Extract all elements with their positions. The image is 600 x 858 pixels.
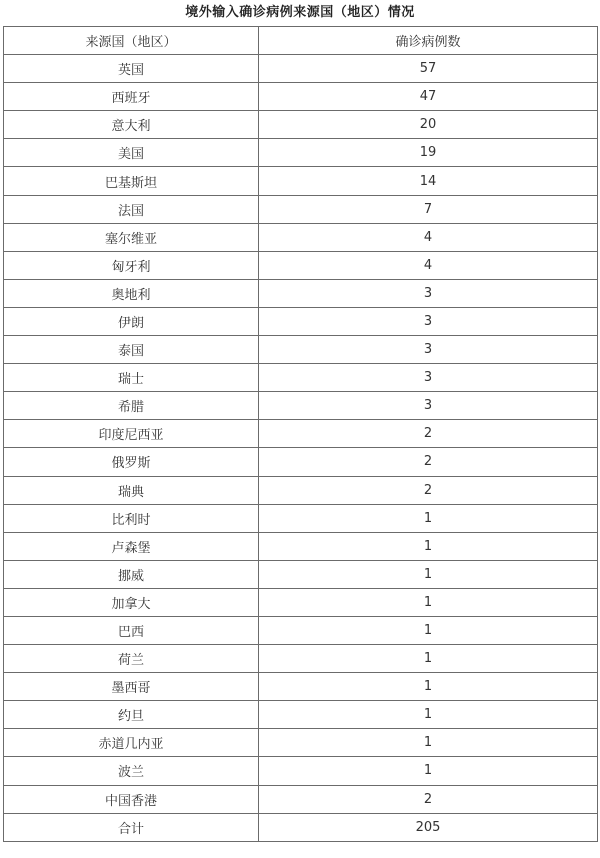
table-row: [4, 139, 598, 167]
country-cell: 巴西: [4, 616, 259, 644]
country-cell: 英国: [4, 55, 259, 83]
table-row: [4, 223, 598, 251]
header-case-count: 确诊病例数: [259, 27, 598, 55]
country-cell: 俄罗斯: [4, 448, 259, 476]
country-cell: 墨西哥: [4, 673, 259, 701]
case-count-cell: 3: [259, 364, 598, 392]
table-row: [4, 701, 598, 729]
country-cell: 瑞士: [4, 364, 259, 392]
country-cell: 瑞典: [4, 476, 259, 504]
country-cell: 匈牙利: [4, 251, 259, 279]
table-row: [4, 279, 598, 307]
table-row: [4, 532, 598, 560]
country-cell: 法国: [4, 195, 259, 223]
case-count-cell: 2: [259, 785, 598, 813]
case-count-cell: 4: [259, 251, 598, 279]
table-row: [4, 476, 598, 504]
table-row: [4, 785, 598, 813]
table-row: [4, 673, 598, 701]
table-row: [4, 167, 598, 195]
case-count-cell: 3: [259, 336, 598, 364]
case-count-cell: 1: [259, 673, 598, 701]
table-body: [4, 55, 598, 842]
case-count-cell: 57: [259, 55, 598, 83]
case-count-cell: 3: [259, 392, 598, 420]
table-row: [4, 420, 598, 448]
table-row: [4, 111, 598, 139]
case-count-cell: 3: [259, 307, 598, 335]
table-row: [4, 195, 598, 223]
table-row: [4, 616, 598, 644]
table-row: [4, 448, 598, 476]
table-row: [4, 55, 598, 83]
country-cell: 塞尔维亚: [4, 223, 259, 251]
table-row: [4, 336, 598, 364]
country-cell: 比利时: [4, 504, 259, 532]
header-country: 来源国（地区）: [4, 27, 259, 55]
country-cell: 合计: [4, 813, 259, 841]
country-cell: 美国: [4, 139, 259, 167]
case-count-cell: 3: [259, 279, 598, 307]
case-count-cell: 1: [259, 701, 598, 729]
total-row: [4, 813, 598, 841]
country-cell: 意大利: [4, 111, 259, 139]
case-count-cell: 2: [259, 420, 598, 448]
case-count-cell: 7: [259, 195, 598, 223]
country-cell: 西班牙: [4, 83, 259, 111]
table-row: [4, 588, 598, 616]
country-cell: 挪威: [4, 560, 259, 588]
table-row: [4, 251, 598, 279]
country-cell: 加拿大: [4, 588, 259, 616]
imported-cases-table: [3, 26, 598, 842]
country-cell: 印度尼西亚: [4, 420, 259, 448]
country-cell: 伊朗: [4, 307, 259, 335]
country-cell: 约旦: [4, 701, 259, 729]
case-count-cell: 20: [259, 111, 598, 139]
case-count-cell: 2: [259, 476, 598, 504]
case-count-cell: 1: [259, 504, 598, 532]
table-row: [4, 83, 598, 111]
table-row: [4, 504, 598, 532]
case-count-cell: 1: [259, 532, 598, 560]
case-count-cell: 1: [259, 588, 598, 616]
case-count-cell: 1: [259, 645, 598, 673]
case-count-cell: 4: [259, 223, 598, 251]
country-cell: 中国香港: [4, 785, 259, 813]
case-count-cell: 19: [259, 139, 598, 167]
country-cell: 希腊: [4, 392, 259, 420]
country-cell: 卢森堡: [4, 532, 259, 560]
country-cell: 泰国: [4, 336, 259, 364]
country-cell: 奥地利: [4, 279, 259, 307]
country-cell: 巴基斯坦: [4, 167, 259, 195]
case-count-cell: 14: [259, 167, 598, 195]
table-header-row: [4, 27, 598, 55]
case-count-cell: 205: [259, 813, 598, 841]
table-row: [4, 645, 598, 673]
case-count-cell: 1: [259, 560, 598, 588]
table-row: [4, 560, 598, 588]
case-count-cell: 1: [259, 616, 598, 644]
country-cell: 荷兰: [4, 645, 259, 673]
table-row: [4, 757, 598, 785]
table-title: 境外输入确诊病例来源国（地区）情况: [185, 5, 415, 20]
table-row: [4, 729, 598, 757]
country-cell: 赤道几内亚: [4, 729, 259, 757]
case-count-cell: 47: [259, 83, 598, 111]
table-row: [4, 307, 598, 335]
table-row: [4, 392, 598, 420]
table-row: [4, 364, 598, 392]
case-count-cell: 1: [259, 729, 598, 757]
case-count-cell: 1: [259, 757, 598, 785]
country-cell: 波兰: [4, 757, 259, 785]
case-count-cell: 2: [259, 448, 598, 476]
